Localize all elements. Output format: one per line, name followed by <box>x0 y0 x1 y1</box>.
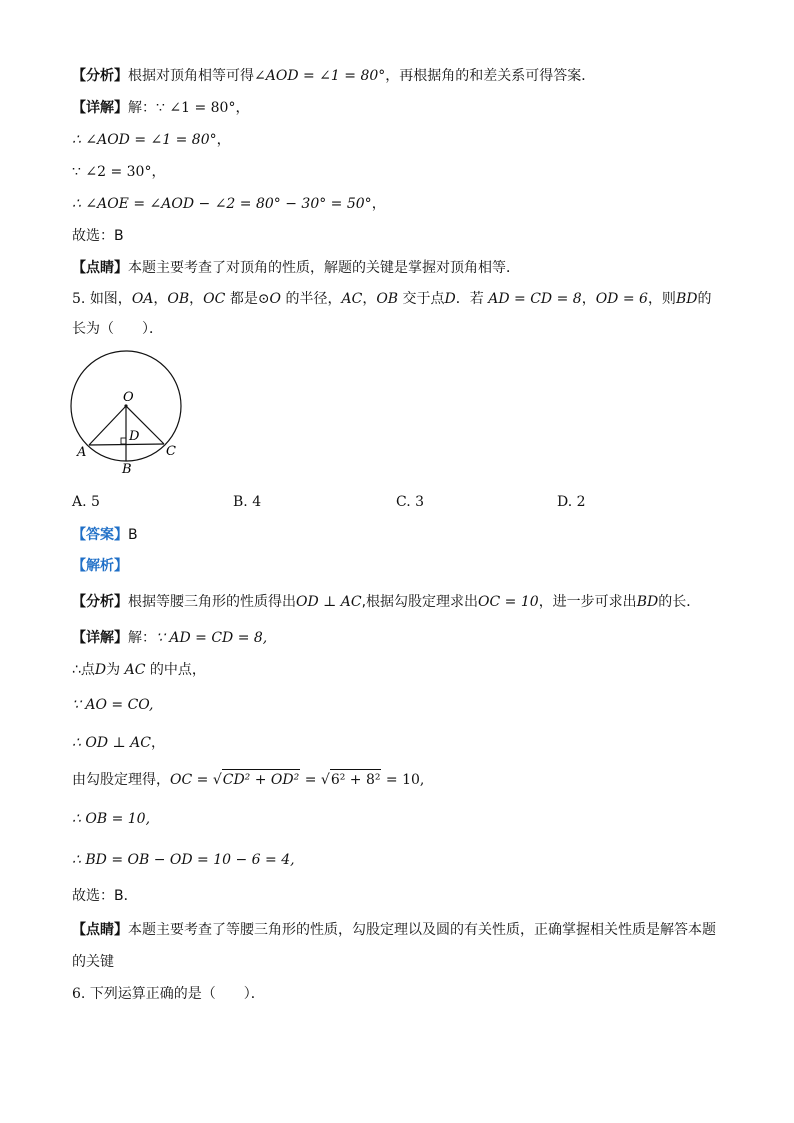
comment-line-cont: 的关键 <box>72 954 114 970</box>
detail-tag: 【详解】 <box>72 100 128 116</box>
solution-step: ∴ ∠AOD = ∠1 = 80°， <box>72 132 231 148</box>
label-a: A <box>77 445 87 460</box>
solution-step: ∴ OB = 10, <box>72 811 151 827</box>
segment-oa <box>89 406 126 445</box>
answer-value: B <box>128 527 138 543</box>
detail-tag: 【详解】 <box>72 630 128 646</box>
pythagoras-step: 由勾股定理得，OC = √CD² + OD² = √6² + 8² = 10, <box>72 769 424 790</box>
label-b: B <box>122 462 132 477</box>
detail-line: 【详解】解：∵ AD = CD = 8, <box>72 630 268 646</box>
label-c: C <box>166 444 176 459</box>
explain-line <box>72 556 128 576</box>
analysis-line: 【分析】根据等腰三角形的性质得出OD ⊥ AC,根据勾股定理求出OC = 10，进一步可求出BD的长． <box>72 594 701 610</box>
question-5-stem-cont: 长为（ ）． <box>72 321 163 337</box>
comment-line: 【点睛】本题主要考查了等腰三角形的性质，勾股定理以及圆的有关性质，正确掌握相关性质是解答本题 <box>72 922 716 938</box>
right-angle-mark <box>121 438 126 444</box>
answer-tag: 【答案】 <box>72 527 128 543</box>
radicand: 6² + 8² <box>330 769 382 790</box>
radicand: CD² + OD² <box>222 769 301 790</box>
solution-step: ∴ OD ⊥ AC， <box>72 735 165 751</box>
solution-step: ∴ BD = OB − OD = 10 − 6 = 4, <box>72 852 295 868</box>
answer-line <box>72 525 138 545</box>
solution-step: ∴ ∠AOE = ∠AOD − ∠2 = 80° − 30° = 50°， <box>72 196 386 212</box>
solution-step: ∵ ∠2 = 30°， <box>72 164 166 180</box>
solution-step: ∴点D为 AC 的中点， <box>72 662 206 678</box>
label-o: O <box>123 390 134 405</box>
choice-line: 故选：B． <box>72 888 138 904</box>
analysis-tag: 【分析】 <box>72 68 128 84</box>
option-d: D. 2 <box>557 494 586 510</box>
circle-diagram <box>68 346 188 482</box>
analysis-line: 【分析】根据对顶角相等可得∠AOD = ∠1 = 80°，再根据角的和差关系可得答案． <box>72 68 596 84</box>
option-b: B. 4 <box>233 494 262 510</box>
comment-tag: 【点睛】 <box>72 922 128 938</box>
choice-line: 故选：B <box>72 228 124 244</box>
solution-step: ∵ AO = CO, <box>72 697 154 713</box>
option-a: A. 5 <box>72 494 100 510</box>
explain-tag: 【解析】 <box>72 558 128 574</box>
question-5-stem: 5. 如图，OA，OB，OC 都是⊙O 的半径，AC，OB 交于点D．若 AD = CD = 8，OD = 6，则BD的 <box>72 291 712 307</box>
analysis-tag: 【分析】 <box>72 594 128 610</box>
question-6-stem: 6. 下列运算正确的是（ ）． <box>72 986 265 1002</box>
detail-line: 【详解】解：∵ ∠1 = 80°， <box>72 100 250 116</box>
option-c: C. 3 <box>396 494 425 510</box>
comment-line: 【点睛】本题主要考查了对顶角的性质，解题的关键是掌握对顶角相等． <box>72 260 520 276</box>
label-d: D <box>129 429 140 444</box>
comment-tag: 【点睛】 <box>72 260 128 276</box>
